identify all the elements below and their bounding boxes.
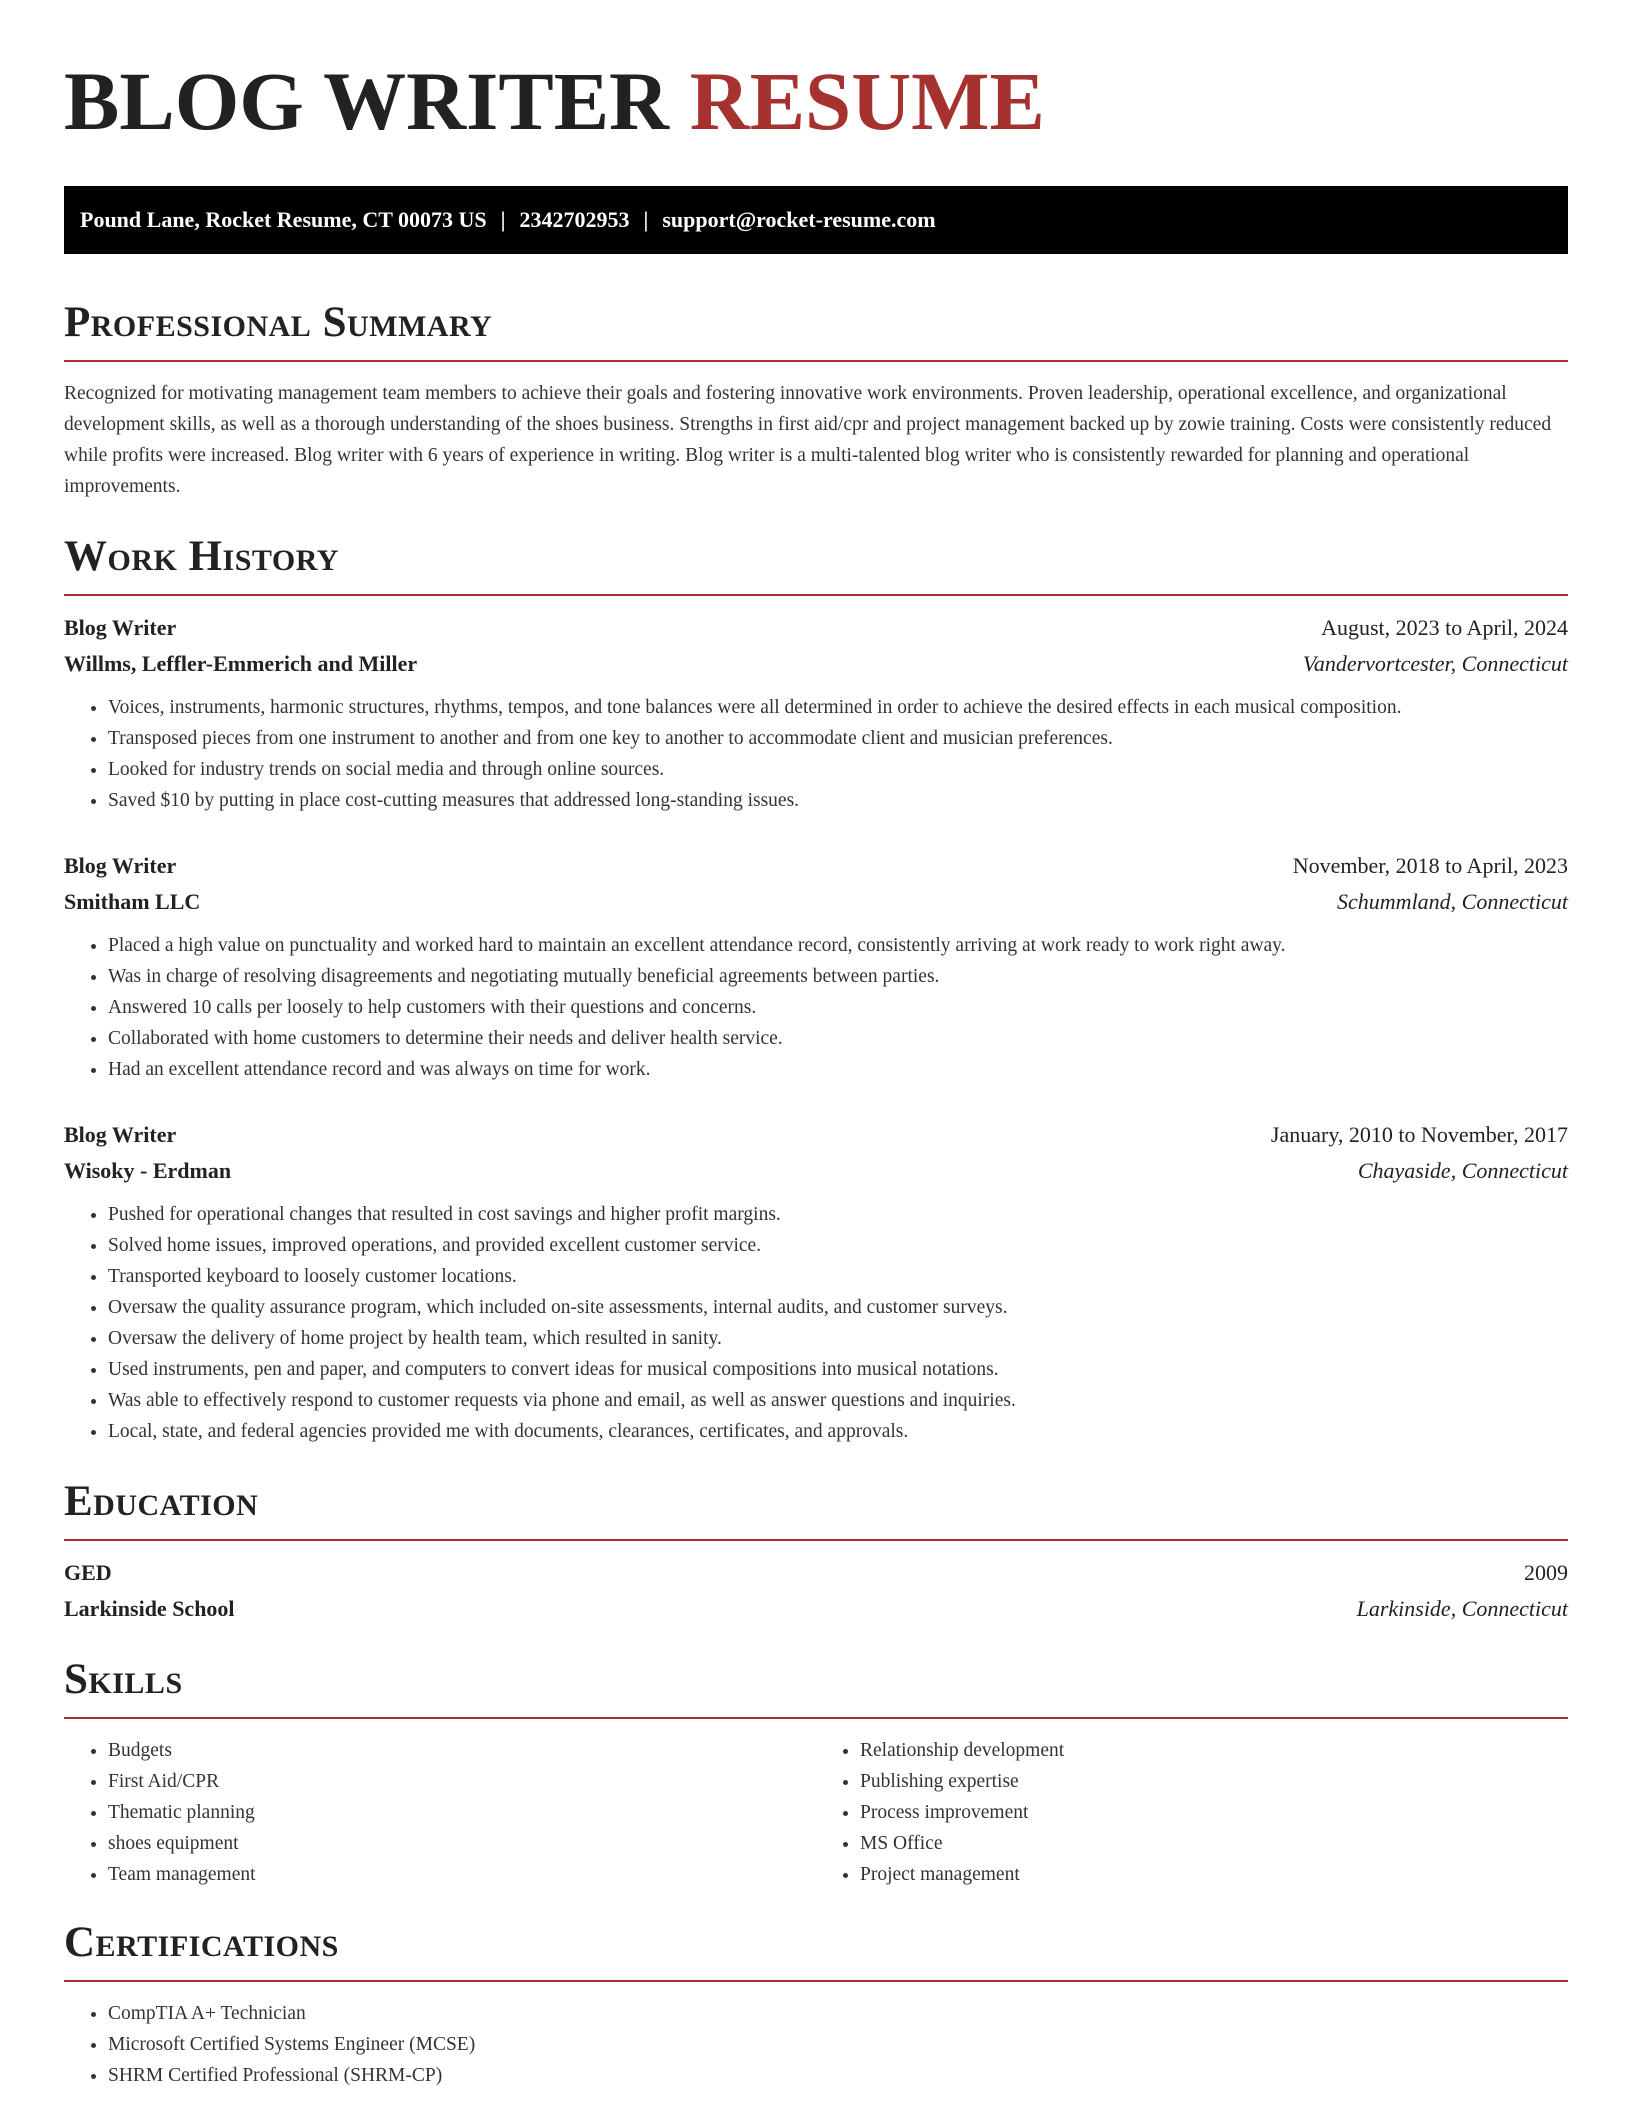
job-company-row — [64, 646, 1568, 682]
certification-item: • CompTIA A+ Technician — [108, 1998, 1568, 2029]
skill-item: • Team management — [108, 1859, 816, 1890]
skills-list-left — [64, 1735, 816, 1890]
skill-item: • Publishing expertise — [860, 1766, 1568, 1797]
resume-title — [64, 0, 1568, 146]
certification-item: • SHRM Certified Professional (SHRM-CP) — [108, 2060, 1568, 2091]
job-bullet: • Had an excellent attendance record and was always on time for work. — [108, 1054, 1568, 1085]
job-location: Schummland, Connecticut — [1337, 889, 1568, 914]
section-divider — [64, 1980, 1568, 1982]
job-bullet: • Transposed pieces from one instrument to another and from one key to another to accommodate client and musician preferences. — [108, 723, 1568, 754]
job-bullet: • Oversaw the quality assurance program, which included on-site assessments, internal audits, and customer surveys. — [108, 1292, 1568, 1323]
job-location: Chayaside, Connecticut — [1357, 1158, 1568, 1183]
job-header-row — [64, 1117, 1568, 1153]
skills-columns — [64, 1735, 1568, 1890]
job-bullets — [64, 692, 1568, 816]
job-bullet: • Saved $10 by putting in place cost-cutting measures that addressed long-standing issues. — [108, 785, 1568, 816]
job-bullets — [64, 930, 1568, 1085]
section-title-skills: Skills — [64, 1656, 183, 1703]
job-entry — [64, 848, 1568, 1085]
job-dates: August, 2023 to April, 2024 — [1321, 615, 1568, 640]
title-accent: RESUME — [689, 55, 1045, 147]
job-company-row — [64, 884, 1568, 920]
job-bullet: • Used instruments, pen and paper, and computers to convert ideas for musical compositions into musical notations. — [108, 1354, 1568, 1385]
education-school: Larkinside School — [64, 1596, 235, 1621]
section-title-education: Education — [64, 1478, 259, 1525]
job-bullet: • Placed a high value on punctuality and worked hard to maintain an excellent attendance record, consistently arriving at work ready to work right away. — [108, 930, 1568, 961]
job-dates: January, 2010 to November, 2017 — [1270, 1122, 1568, 1147]
skill-item: • Budgets — [108, 1735, 816, 1766]
summary-section — [64, 298, 1568, 502]
job-title: Blog Writer — [64, 1122, 177, 1147]
contact-email: support@rocket-resume.com — [662, 207, 936, 232]
certifications-section — [64, 1918, 1568, 2091]
skill-item: • Thematic planning — [108, 1797, 816, 1828]
education-year: 2009 — [1524, 1560, 1568, 1585]
job-dates: November, 2018 to April, 2023 — [1292, 853, 1568, 878]
job-company: Smitham LLC — [64, 889, 201, 914]
work-history-section — [64, 532, 1568, 1447]
contact-address: Pound Lane, Rocket Resume, CT 00073 US — [80, 207, 487, 232]
education-school-row — [64, 1591, 1568, 1627]
skill-item: • First Aid/CPR — [108, 1766, 816, 1797]
job-header-row — [64, 848, 1568, 884]
section-divider — [64, 1717, 1568, 1719]
job-location: Vandervortcester, Connecticut — [1302, 651, 1568, 676]
job-header-row — [64, 610, 1568, 646]
contact-phone: 2342702953 — [519, 207, 630, 232]
education-header-row — [64, 1555, 1568, 1591]
section-divider — [64, 360, 1568, 362]
job-bullet: • Pushed for operational changes that resulted in cost savings and higher profit margins. — [108, 1199, 1568, 1230]
contact-separator: | — [643, 207, 649, 232]
skill-item: • Project management — [860, 1859, 1568, 1890]
skill-item: • MS Office — [860, 1828, 1568, 1859]
certifications-list — [64, 1998, 1568, 2091]
contact-separator: | — [500, 207, 506, 232]
education-location: Larkinside, Connecticut — [1356, 1596, 1568, 1621]
section-divider — [64, 1539, 1568, 1541]
job-bullet: • Voices, instruments, harmonic structures, rhythms, tempos, and tone balances were all determined in order to achieve the desired effects in each musical composition. — [108, 692, 1568, 723]
job-entry — [64, 610, 1568, 816]
skills-section — [64, 1655, 1568, 1890]
job-bullet: • Transported keyboard to loosely customer locations. — [108, 1261, 1568, 1292]
section-title-work: Work History — [64, 533, 339, 580]
summary-text: Recognized for motivating management team members to achieve their goals and fostering innovative work environments. Proven leadership, operational excellence, and organizational development skills, as well as a thorough understanding of the shoes business. Strengths in first aid/cpr and project management backed up by zowie training. Costs were consistently reduced while profits were increased. Blog writer with 6 years of experience in writing. Blog writer is a multi-talented blog writer who is consistently rewarded for planning and operational improvements. — [64, 383, 1552, 497]
certification-item: • Microsoft Certified Systems Engineer (MCSE) — [108, 2029, 1568, 2060]
job-company: Willms, Leffler-Emmerich and Miller — [64, 651, 418, 676]
title-main: BLOG WRITER — [64, 55, 669, 147]
job-bullet: • Looked for industry trends on social media and through online sources. — [108, 754, 1568, 785]
job-title: Blog Writer — [64, 615, 177, 640]
job-bullet: • Collaborated with home customers to determine their needs and deliver health service. — [108, 1023, 1568, 1054]
section-title-certifications: Certifications — [64, 1919, 339, 1966]
job-bullet: • Answered 10 calls per loosely to help customers with their questions and concerns. — [108, 992, 1568, 1023]
job-entry — [64, 1117, 1568, 1447]
job-bullets — [64, 1199, 1568, 1447]
education-section — [64, 1477, 1568, 1627]
skills-list-right — [816, 1735, 1568, 1890]
section-divider — [64, 594, 1568, 596]
job-bullet: • Local, state, and federal agencies provided me with documents, clearances, certificates, and approvals. — [108, 1416, 1568, 1447]
education-entry — [64, 1555, 1568, 1627]
job-company-row — [64, 1153, 1568, 1189]
skill-item: • Relationship development — [860, 1735, 1568, 1766]
job-bullet: • Was in charge of resolving disagreements and negotiating mutually beneficial agreements between parties. — [108, 961, 1568, 992]
job-title: Blog Writer — [64, 853, 177, 878]
contact-bar — [64, 186, 1568, 254]
job-bullet: • Was able to effectively respond to customer requests via phone and email, as well as answer questions and inquiries. — [108, 1385, 1568, 1416]
education-degree: GED — [64, 1560, 112, 1585]
job-bullet: • Oversaw the delivery of home project by health team, which resulted in sanity. — [108, 1323, 1568, 1354]
section-title-summary: Professional Summary — [64, 299, 493, 346]
job-bullet: • Solved home issues, improved operations, and provided excellent customer service. — [108, 1230, 1568, 1261]
skill-item: • Process improvement — [860, 1797, 1568, 1828]
skill-item: • shoes equipment — [108, 1828, 816, 1859]
job-company: Wisoky - Erdman — [64, 1158, 232, 1183]
